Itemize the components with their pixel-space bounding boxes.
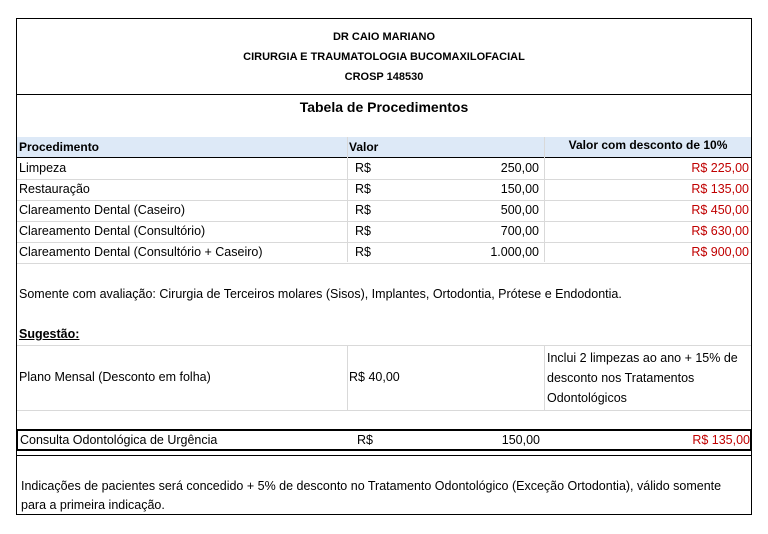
specialty: CIRURGIA E TRAUMATOLOGIA BUCOMAXILOFACIAL [243,51,525,63]
discount-value: R$ 630,00 [691,224,749,238]
procedure-name: Limpeza [19,161,67,175]
procedure-value: 150,00 [500,182,539,196]
table-header [17,137,751,158]
procedure-name: Clareamento Dental (Consultório) [19,224,206,238]
doctor-name: DR CAIO MARIANO [332,31,436,43]
currency-symbol: R$ [355,203,371,217]
table-row [17,179,751,201]
monthly-plan-row [17,345,751,411]
urgent-label: Consulta Odontológica de Urgência [20,433,218,447]
referral-note: Indicações de pacientes será concedido + 5% de desconto no Tratamento Odontológico (Exceção Ortodontia), válido somente para a primeira indicação. [21,479,722,512]
discount-value: R$ 900,00 [691,245,749,259]
table-row [17,221,751,243]
column-header-discount: Valor com desconto de 10% [568,138,728,152]
currency-symbol: R$ [355,161,371,175]
column-divider [347,346,348,410]
urgent-consultation-row [16,429,752,451]
currency-symbol: R$ [355,182,371,196]
procedure-sheet [16,18,752,515]
procedure-value: 700,00 [500,224,539,238]
discount-value: R$ 450,00 [691,203,749,217]
table-row [17,200,751,222]
currency-symbol: R$ [355,245,371,259]
discount-value: R$ 225,00 [691,161,749,175]
procedure-name: Clareamento Dental (Caseiro) [19,203,186,217]
urgent-value: 150,00 [501,433,540,447]
table-row [17,158,751,180]
evaluation-note: Somente com avaliação: Cirurgia de Terceiros molares (Sisos), Implantes, Ortodontia, Prótese e Endodontia. [19,287,622,301]
procedure-name: Restauração [19,182,90,196]
table-row [17,242,751,264]
registration-number: CROSP 148530 [344,71,424,83]
procedure-value: 250,00 [500,161,539,175]
plan-description: Inclui 2 limpezas ao ano + 15% de desconto nos Tratamentos Odontológicos [547,351,738,405]
page-title: Tabela de Procedimentos [299,99,469,115]
column-header-procedure: Procedimento [19,140,100,154]
clinic-header [17,19,751,95]
plan-value: R$ 40,00 [349,370,400,384]
suggestion-heading: Sugestão: [19,327,80,341]
currency-symbol: R$ [357,433,373,447]
discount-value: R$ 135,00 [691,182,749,196]
procedure-value: 1.000,00 [490,245,539,259]
column-divider [544,346,545,410]
procedure-value: 500,00 [500,203,539,217]
procedure-name: Clareamento Dental (Consultório + Caseiro) [19,245,263,259]
column-header-value: Valor [349,140,379,154]
plan-label: Plano Mensal (Desconto em folha) [19,370,211,384]
urgent-discount-value: R$ 135,00 [692,433,750,447]
currency-symbol: R$ [355,224,371,238]
section-divider [17,455,751,456]
